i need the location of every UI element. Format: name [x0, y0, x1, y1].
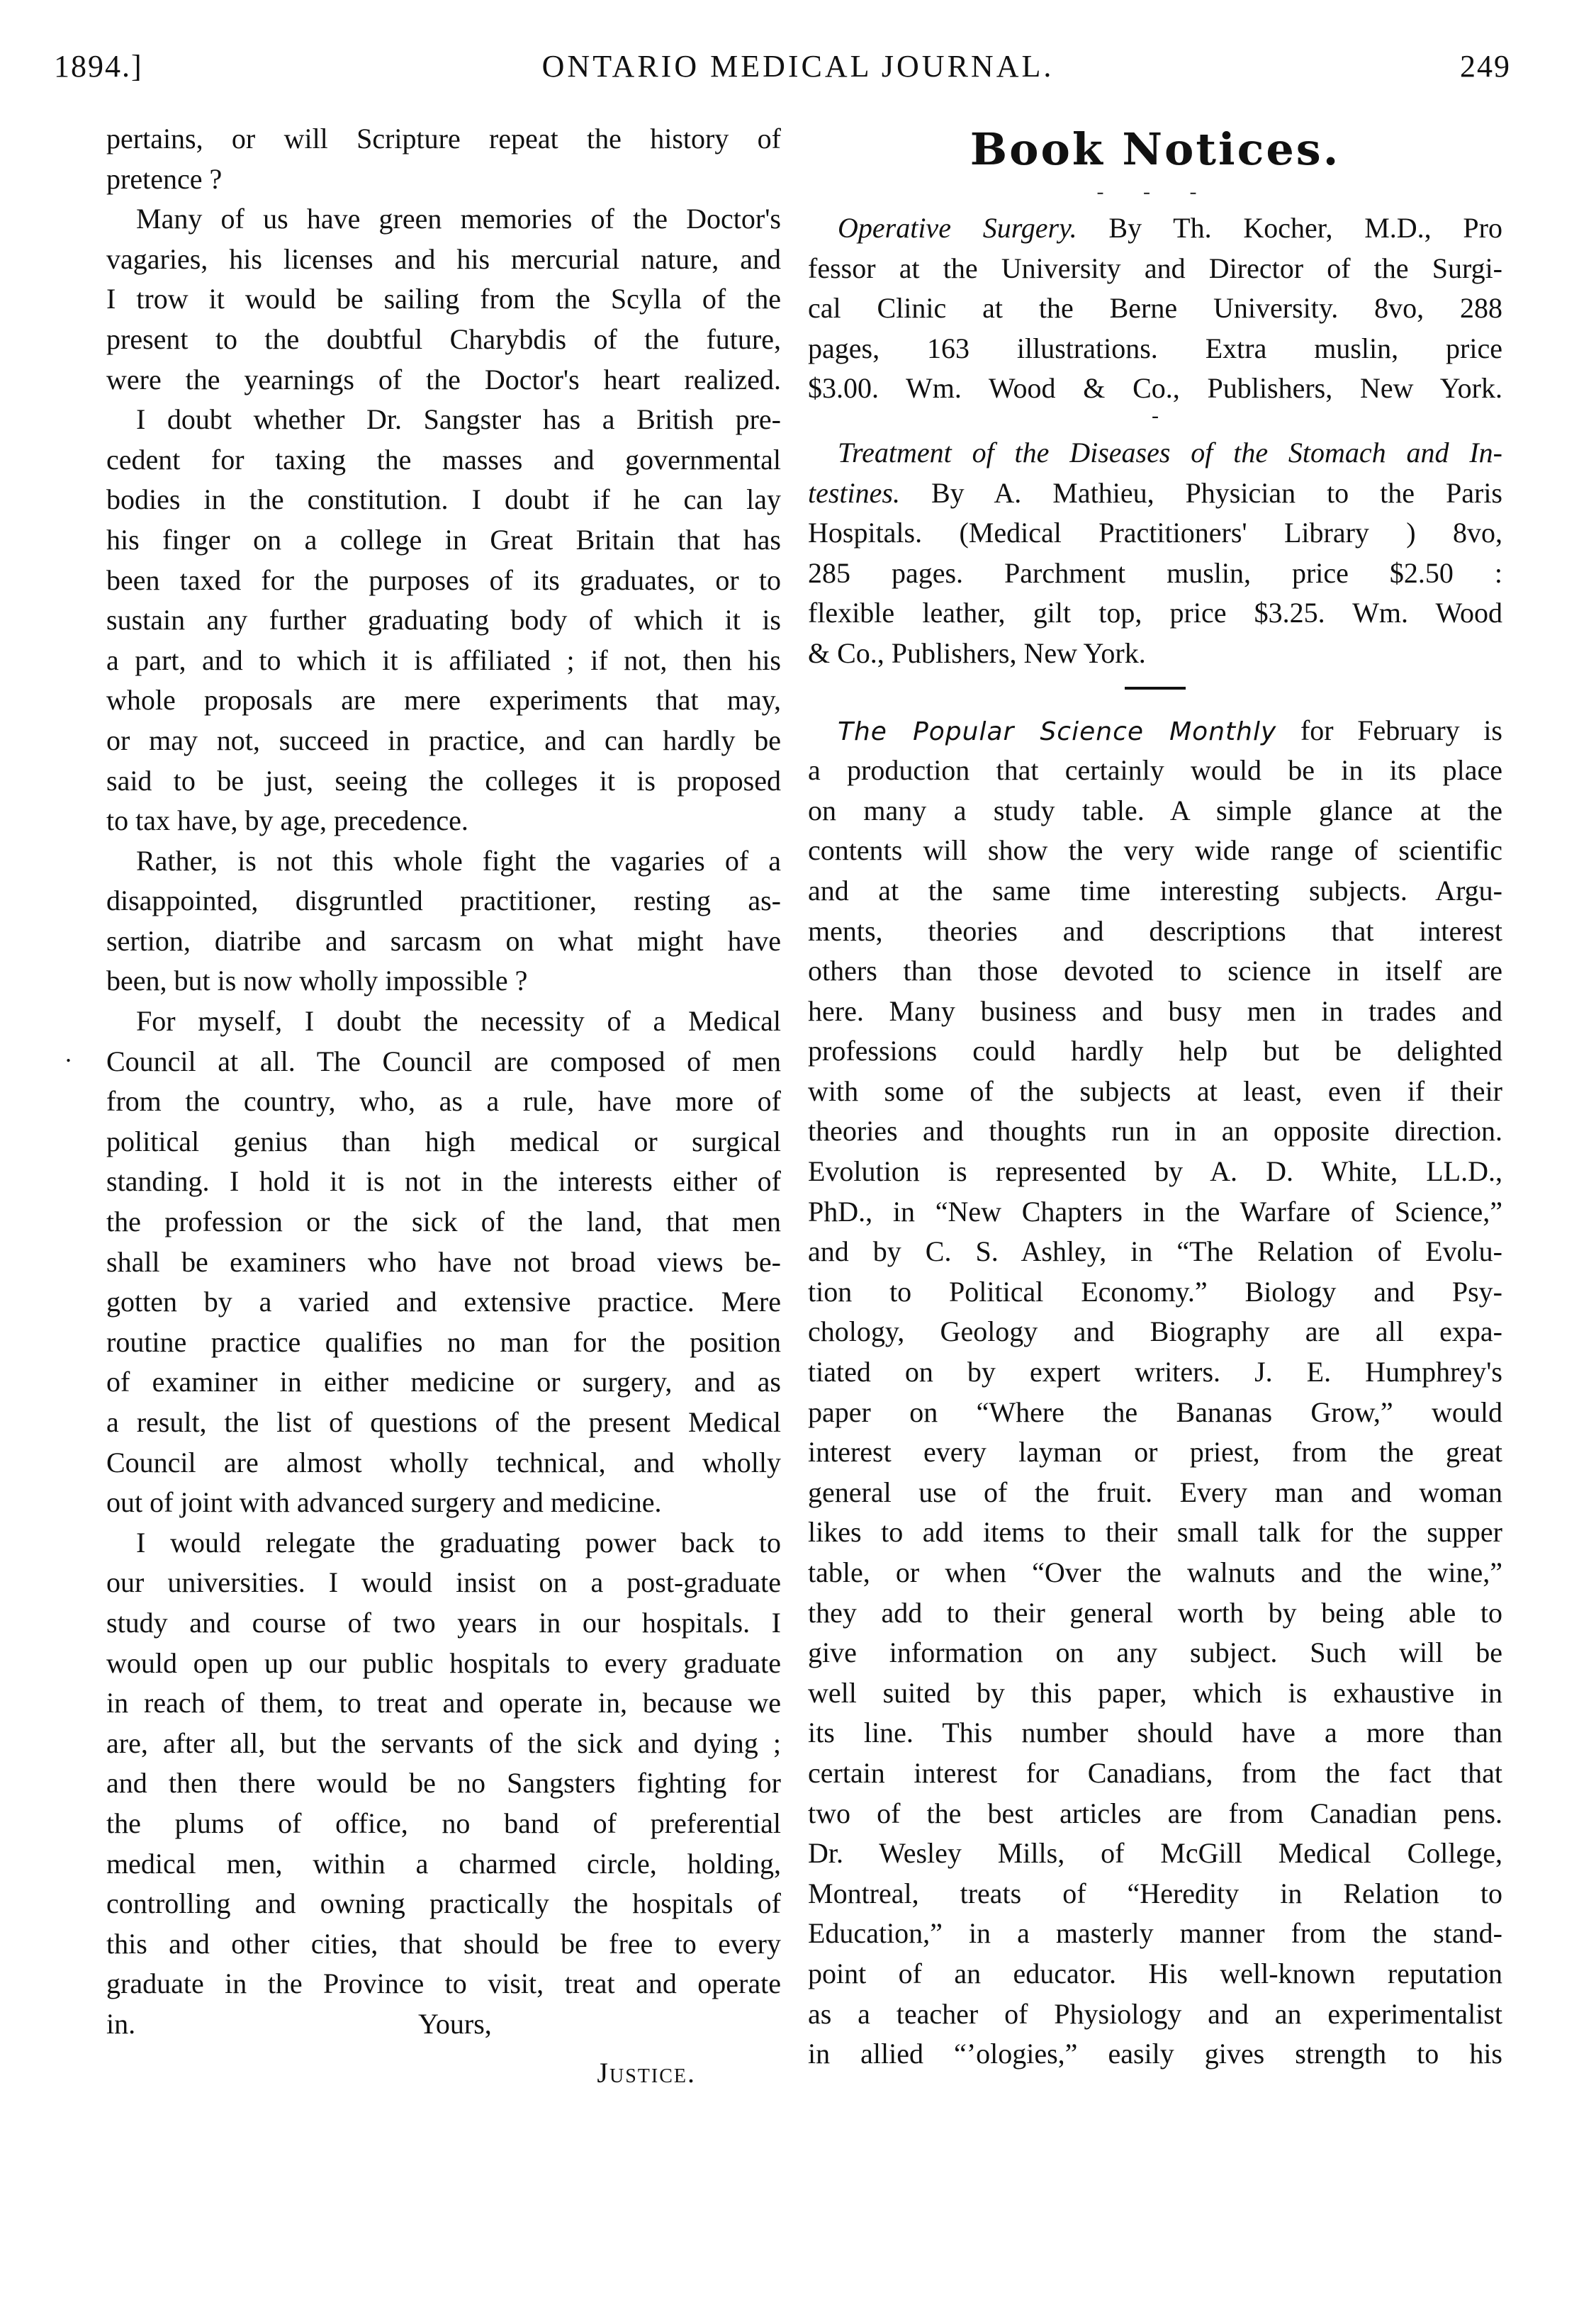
text-line: or may not, succeed in practice, and can hardly be	[106, 724, 781, 756]
text-line: with some of the subjects at least, even if their	[808, 1074, 1502, 1107]
text-line: pretence ?	[106, 162, 223, 195]
text-line: the profession or the sick of the land, that men	[106, 1206, 781, 1238]
letter-closing: Yours,	[418, 2007, 492, 2040]
text-run: By Th. Kocher, M.D., Pro	[1077, 212, 1502, 244]
paragraph-start: I doubt whether Dr. Sangster has a British pre-	[136, 403, 781, 436]
text-line: others than those devoted to science in itself are	[808, 955, 1502, 987]
text-line: sertion, diatribe and sarcasm on what might have	[106, 924, 781, 957]
text-line: pages, 163 illustrations. Extra muslin, price	[808, 332, 1502, 364]
text-line: its line. This number should have a more than	[808, 1717, 1502, 1749]
text-line: gotten by a varied and extensive practice. Mere	[106, 1286, 781, 1318]
text-line: on many a study table. A simple glance at the	[808, 794, 1502, 826]
text-line: and by C. S. Ashley, in “The Relation of Evolu-	[808, 1235, 1502, 1268]
text-line: Montreal, treats of “Heredity in Relation to	[808, 1877, 1502, 1909]
text-line: here. Many business and busy men in trades and	[808, 994, 1502, 1027]
text-line: in reach of them, to treat and operate in, because we	[106, 1687, 781, 1719]
text-line: contents will show the very wide range of scientific	[808, 834, 1502, 867]
text-line: well suited by this paper, which is exhaustive in	[808, 1676, 1502, 1709]
text-line: a result, the list of questions of the present Medical	[106, 1406, 781, 1438]
text-line: standing. I hold it is not in the interests either of	[106, 1165, 781, 1198]
text-line: pertains, or will Scripture repeat the history of	[106, 123, 781, 155]
text-line: disappointed, disgruntled practitioner, resting as-	[106, 885, 781, 917]
paragraph-start: Many of us have green memories of the Doctor's	[136, 203, 781, 235]
text-line: shall be examiners who have not broad views be-	[106, 1245, 781, 1278]
text-line: flexible leather, gilt top, price $3.25. Wm. Wood	[808, 597, 1502, 629]
text-line: from the country, who, as a rule, have more of	[106, 1085, 781, 1118]
text-line: his finger on a college in Great Britain that has	[106, 523, 781, 556]
text-line: $3.00. Wm. Wood & Co., Publishers, New York.	[808, 372, 1502, 405]
text-line: tion to Political Economy.” Biology and Psy-	[808, 1275, 1502, 1308]
text-line: and at the same time interesting subjects. Argu-	[808, 874, 1502, 906]
text-line: were the yearnings of the Doctor's heart realized.	[106, 363, 781, 395]
text-line: would open up our public hospitals to every graduate	[106, 1646, 781, 1679]
text-line: said to be just, seeing the colleges it is proposed	[106, 764, 781, 797]
text-line: sustain any further graduating body of which it is	[106, 604, 781, 636]
book-notice	[808, 433, 1502, 674]
book-title-end: testines.	[808, 476, 900, 509]
text-line: political genius than high medical or surgical	[106, 1125, 781, 1157]
paragraph-start: Rather, is not this whole fight the vagaries of a	[136, 844, 781, 877]
text-line: present to the doubtful Charybdis of the future,	[106, 322, 781, 355]
text-line: our universities. I would insist on a post-graduate	[106, 1566, 781, 1599]
text-line: the plums of office, no band of preferential	[106, 1807, 781, 1839]
text-line: and then there would be no Sangsters fighting for	[106, 1767, 781, 1800]
text-line: cal Clinic at the Berne University. 8vo, 288	[808, 292, 1502, 325]
paragraph-start: I would relegate the graduating power back to	[136, 1526, 781, 1559]
paragraph-start	[808, 208, 1502, 249]
text-line: they add to their general worth by being able to	[808, 1596, 1502, 1629]
letter-signature: Justice.	[597, 2056, 696, 2089]
text-line: Dr. Wesley Mills, of McGill Medical College,	[808, 1837, 1502, 1870]
text-line: Council are almost wholly technical, and wholly	[106, 1446, 781, 1478]
text-line: Council at all. The Council are composed of men	[106, 1045, 781, 1077]
text-line: chology, Geology and Biography are all expa-	[808, 1315, 1502, 1348]
heading-ornament: - - -	[1096, 180, 1214, 203]
text-line: vagaries, his licenses and his mercurial nature, and	[106, 242, 781, 275]
text-line: as a teacher of Physiology and an experimentalist	[808, 1997, 1502, 2030]
text-line: cedent for taxing the masses and governmental	[106, 443, 781, 476]
text-line	[106, 2004, 781, 2045]
text-line: & Co., Publishers, New York.	[808, 636, 1146, 669]
text-line: are, after all, but the servants of the sick and dying ;	[106, 1726, 781, 1759]
text-line: I trow it would be sailing from the Scylla of the	[106, 283, 781, 315]
text-line: Education,” in a masterly manner from the stand-	[808, 1917, 1502, 1950]
text-line: point of an educator. His well-known reputation	[808, 1957, 1502, 1989]
text-line: Hospitals. (Medical Practitioners' Library ) 8vo,	[808, 517, 1502, 549]
text-run: By A. Mathieu, Physician to the Paris	[899, 476, 1502, 509]
text-line: table, or when “Over the walnuts and the wine,”	[808, 1556, 1502, 1588]
text-line: theories and thoughts run in an opposite direction.	[808, 1115, 1502, 1147]
text-line: this and other cities, that should be free to every	[106, 1927, 781, 1960]
section-heading: Book Notices.	[970, 123, 1341, 175]
book-title: Treatment of the Diseases of the Stomach and In-	[838, 436, 1502, 468]
text-line: a production that certainly would be in its place	[808, 754, 1502, 787]
book-notices-column	[808, 119, 1502, 2074]
text-line: professions could hardly help but be delighted	[808, 1035, 1502, 1067]
text-line: routine practice qualifies no man for the position	[106, 1325, 781, 1358]
page-number: 249	[1460, 49, 1511, 84]
book-title: Operative Surgery.	[838, 212, 1077, 244]
text-line: 285 pages. Parchment muslin, price $2.50 :	[808, 556, 1502, 589]
text-line: medical men, within a charmed circle, holding,	[106, 1847, 781, 1880]
text-line: to tax have, by age, precedence.	[106, 804, 468, 837]
text-line: likes to add items to their small talk for the supper	[808, 1516, 1502, 1549]
text-line: controlling and owning practically the hospitals of	[106, 1887, 781, 1920]
text-line: paper on “Where the Bananas Grow,” would	[808, 1396, 1502, 1428]
text-line: interest every layman or priest, from the great	[808, 1436, 1502, 1469]
text-line: out of joint with advanced surgery and medicine.	[106, 1486, 662, 1519]
magazine-title: The Popular Science Monthly	[838, 717, 1277, 746]
text-line: been taxed for the purposes of its graduates, or to	[106, 563, 781, 596]
separator-mark: -	[1152, 403, 1159, 427]
text-line: fessor at the University and Director of the Surgi-	[808, 252, 1502, 284]
text-line: give information on any subject. Such will be	[808, 1636, 1502, 1669]
book-notice	[808, 208, 1502, 409]
running-head-year: 1894.]	[54, 49, 143, 84]
text-line: PhD., in “New Chapters in the Warfare of Science,”	[808, 1195, 1502, 1228]
text-line: general use of the fruit. Every man and woman	[808, 1476, 1502, 1508]
text-line: two of the best articles are from Canadian pens.	[808, 1797, 1502, 1829]
text-line: bodies in the constitution. I doubt if he can lay	[106, 483, 781, 516]
paragraph-start: For myself, I doubt the necessity of a Medical	[136, 1005, 781, 1038]
journal-title: ONTARIO MEDICAL JOURNAL.	[541, 49, 1055, 84]
text-line: study and course of two years in our hospitals. I	[106, 1606, 781, 1639]
text-line: in allied “’ologies,” easily gives strength to his	[808, 2038, 1502, 2070]
letter-column	[106, 119, 781, 2094]
text-line-end: in.	[106, 2007, 136, 2040]
paragraph-start	[808, 711, 1502, 751]
margin-mark: .	[65, 1039, 72, 1067]
section-divider	[1125, 687, 1186, 690]
text-line: Evolution is represented by A. D. White, LL.D.,	[808, 1155, 1502, 1188]
text-line: whole proposals are mere experiments that may,	[106, 684, 781, 717]
text-run: for February is	[1276, 714, 1502, 746]
text-line: been, but is now wholly impossible ?	[106, 965, 528, 997]
text-line	[808, 473, 1502, 514]
text-line: tiated on by expert writers. J. E. Humphrey's	[808, 1356, 1502, 1388]
text-line: a part, and to which it is affiliated ; if not, then his	[106, 644, 781, 676]
book-notice	[808, 711, 1502, 2074]
text-line: graduate in the Province to visit, treat and operate	[106, 1967, 781, 2000]
text-line: of examiner in either medicine or surgery, and as	[106, 1366, 781, 1398]
text-line: certain interest for Canadians, from the fact that	[808, 1756, 1502, 1789]
text-line: ments, theories and descriptions that interest	[808, 914, 1502, 947]
